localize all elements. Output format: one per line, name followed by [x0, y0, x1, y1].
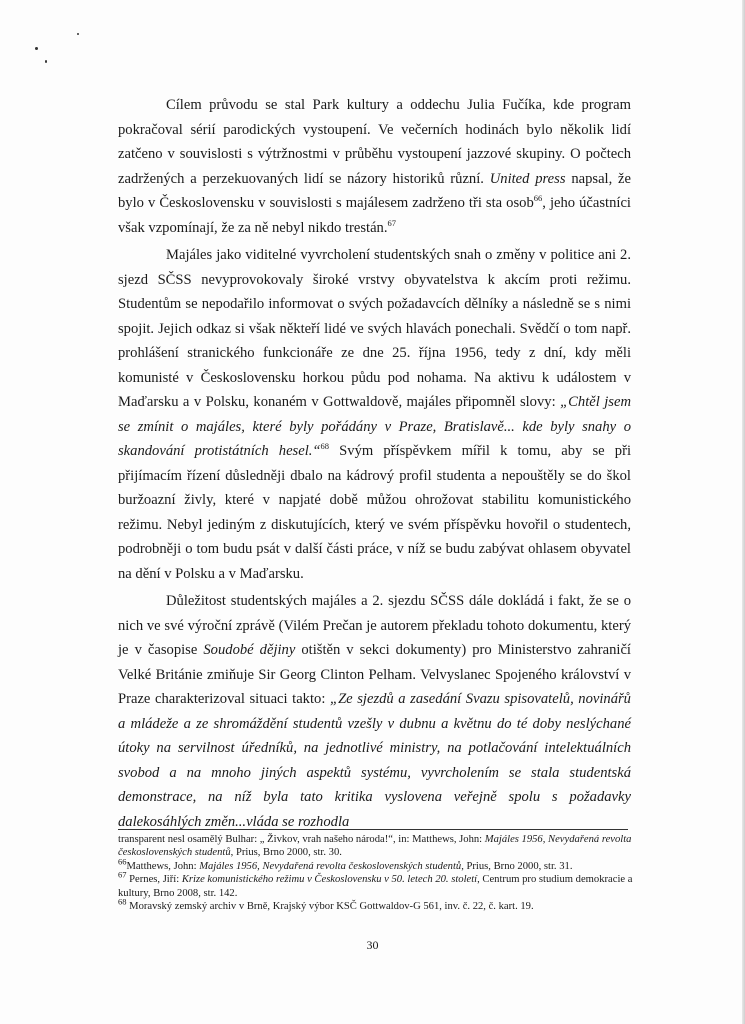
footnote — [118, 856, 633, 873]
footnote-marker: 66 — [533, 193, 543, 204]
footnotes — [118, 833, 633, 913]
text-run: transparent nesl osamělý Bulhar: „ Živkov, vrah našeho národa!“, in: Matthews, John: — [118, 834, 485, 845]
paragraph — [118, 589, 631, 834]
text-run: napsal, že bylo v Československu v souvislosti s majálesem zadrženo tři sta osob — [118, 170, 632, 211]
text-run: Důležitost studentských majáles a 2. sjezdu SČSS dále dokládá i fakt, že se o nich ve své výroční zprávě (Vilém Prečan je autorem překladu tohoto dokumentu, který je v časopise — [118, 593, 631, 658]
footnote-divider — [118, 829, 628, 830]
text-run: Majáles jako viditelné vyvrcholení studentských snah o změny v politice ani 2. sjezd SČSS nevyprovokovaly široké vrstvy obyvatelstva k akcím proti režimu. Studentům se nepodařilo informovat o svých požadavcích dělníky a následně se s nimi spojit. Jejich odkaz si však někteří lidé ve svých hlavách ponechali. Svědčí o tom např. prohlášení stranického funkcionáře ze dne 25. října 1956, tedy z dní, kdy měli komunisté v Československu horkou půdu pod nohama. Na aktivu k událostem v Maďarsku a v Polsku, konaném v Gottwaldově, majáles připomněl slovy: — [118, 247, 631, 410]
scan-speck — [77, 33, 79, 35]
italic-text: United press — [489, 170, 566, 187]
italic-text: Krize komunistického režimu v Československu v 50. letech 20. století — [181, 874, 478, 886]
text-run: , Centrum pro studium demokracie a kultury, Brno 2008, str. 142. — [118, 874, 633, 899]
text-run: Moravský zemský archiv v Brně, Krajský výbor KSČ Gottwaldov-G 561, inv. č. 22, č. kart. 19. — [126, 901, 534, 913]
italic-text: Majáles 1956, Nevydařená revolta československých studentů — [199, 860, 462, 872]
italic-text: „Chtěl jsem se zmínit o majáles, které byly pořádány v Praze, Bratislavě... kde byly snahy o skandování protistátních hesel.“ — [118, 394, 631, 459]
body-text — [118, 93, 631, 834]
footnote-marker: 68 — [320, 441, 330, 452]
text-run: Svým příspěvkem mířil k tomu, aby se při přijímacím řízení důsledněji dbalo na kádrový profil studenta a nepouštěly se do škol buržoazní živly, které v napjaté době můžou ohrožovat stabilitu komunistického režimu. Nebyl jediným z diskutujících, který ve svém příspěvku hovořil o studentech, podrobněji o tom budu psát v další části práce, v níž se budu zabývat ohlasem obyvatel na dění v Polsku a v Maďarsku. — [118, 443, 631, 582]
text-run: , Prius, Brno 2000, str. 30. — [230, 847, 342, 859]
footnote-marker: 68 — [118, 896, 127, 907]
text-run: otištěn v sekci dokumenty) pro Ministerstvo zahraničí Velké Británie zmiňuje Sir Georg Clinton Pelham. Velvyslanec Spojeného království v Praze charakterizoval situaci takto: — [118, 642, 631, 707]
footnote — [118, 896, 633, 913]
footnote-marker: 67 — [387, 217, 396, 228]
footnote — [118, 833, 633, 860]
italic-text: Soudobé dějiny — [203, 642, 296, 658]
scan-speck — [45, 60, 47, 63]
text-run: Cílem průvodu se stal Park kultury a oddechu Julia Fučíka, kde program pokračoval sérií parodických vystoupení. Ve večerních hodinách bylo několik lidí zatčeno v souvislosti s výtržnostmi v průběhu vystoupení jazzové skupiny. O počtech zadržených a perzekuovaných lidí se názory historiků různí. — [118, 97, 631, 187]
page-number: 30 — [366, 938, 379, 952]
footnote — [118, 869, 633, 900]
italic-text: Majáles 1956, Nevydařená revolta československých studentů — [118, 834, 632, 859]
text-run: Matthews, John: — [126, 860, 200, 872]
footnote-marker: 67 — [118, 869, 127, 880]
paragraph — [118, 93, 631, 240]
text-run: , jeho účastníci však vzpomínají, že za ně nebyl nikdo trestán. — [118, 195, 631, 236]
italic-text: „Ze sjezdů a zasedání Svazu spisovatelů, novinářů a mládeže a ze shromáždění studentů vzešly v dubnu a květnu do té doby neslýchané útoky na servilnost úředníků, na jednotlivé ministry, na potlačování intelektuálních svobod a na mnoho jiných aspektů systému, vyvrcholením se stala studentská demonstrace, na níž byla tato kritika vyslovena veřejně spolu s požadavky dalekosáhlých změn...vláda se rozhodla — [118, 691, 631, 830]
paragraph — [118, 243, 631, 586]
scan-speck — [35, 47, 38, 50]
text-run: Pernes, Jiří: — [126, 874, 182, 886]
footnote-marker: 66 — [118, 856, 127, 867]
text-run: , Prius, Brno 2000, str. 31. — [461, 860, 573, 872]
